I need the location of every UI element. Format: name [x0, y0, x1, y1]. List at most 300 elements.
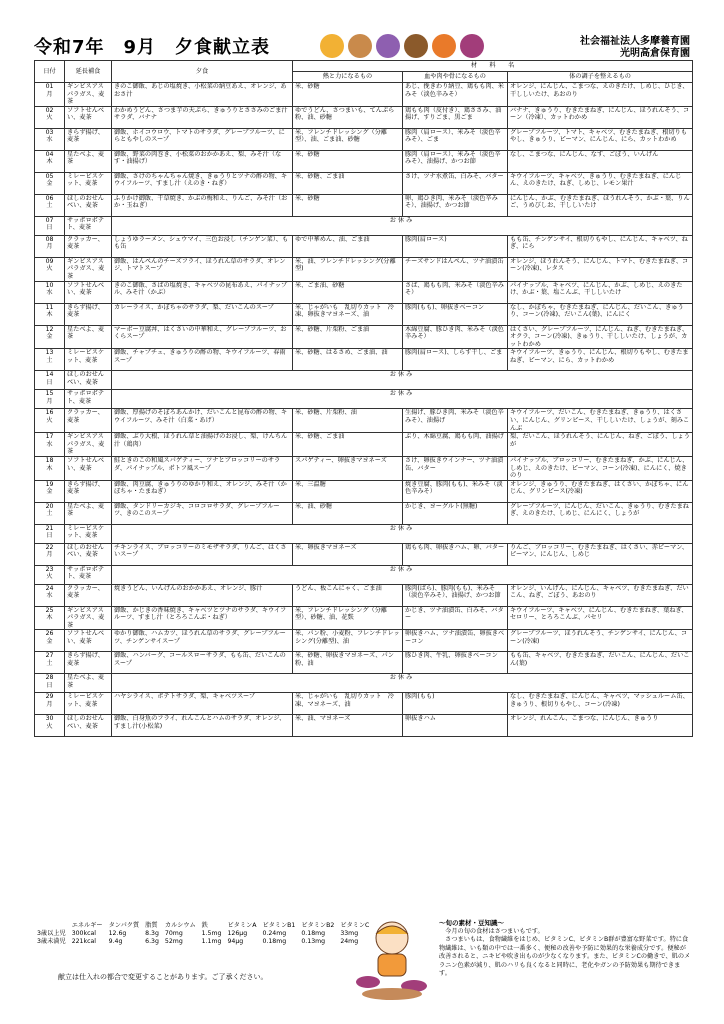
chestnut-icon	[404, 34, 428, 58]
weekday: 土	[46, 356, 53, 364]
mascot-lion-icon	[320, 34, 344, 58]
date-cell	[35, 150, 65, 172]
date-number: 28	[45, 674, 54, 682]
menu-row	[35, 524, 693, 543]
energy-ingredients-cell: 米、砂糖	[293, 83, 403, 107]
date-number: 25	[45, 606, 54, 614]
date-number: 04	[45, 150, 54, 158]
snack-cell: ギンビスアスパラガス、麦茶	[65, 433, 112, 457]
condition-ingredients-cell: なし、こまつな、にんじん、なす、ごぼう、いんげん	[508, 150, 693, 172]
date-cell	[35, 630, 65, 652]
condition-ingredients-cell: キウイフルーツ、キャベツ、にんじん、むきたまねぎ、葉ねぎ、セロリー、とろろこんぶ、パセリ	[508, 606, 693, 630]
nutrition-value: 6.3g	[145, 938, 159, 945]
date-cell	[35, 524, 65, 543]
menu-row	[35, 652, 693, 674]
dinner-menu-cell: ふりかけ御飯、干草焼き、かぶの梅和え、りんご、みそ汁（おか・玉ねぎ）	[112, 194, 293, 216]
snack-cell: 星たべよ、麦茶	[65, 674, 112, 693]
header-body: 血や肉や骨になるもの	[403, 72, 508, 83]
weekday: 日	[46, 378, 53, 386]
closed-label: お休み	[112, 565, 693, 584]
energy-ingredients-cell: ゆでうどん、さつまいも、てんぷら粉、油、砂糖	[293, 106, 403, 128]
body-ingredients-cell: 豚肉(もも)	[403, 693, 508, 715]
date-cell	[35, 584, 65, 606]
date-cell	[35, 371, 65, 390]
snack-cell: きらず揚げ、麦茶	[65, 480, 112, 502]
energy-ingredients-cell: 米、油、フレンチドレッシング(分離型)	[293, 257, 403, 281]
snack-cell: 星たべよ、麦茶	[65, 502, 112, 524]
body-ingredients-cell: ぶり、木綿豆腐、鶏もも肉、油揚げ	[403, 433, 508, 457]
menu-row	[35, 480, 693, 502]
nutrition-value: 1.5mg	[201, 930, 222, 937]
snack-cell: ほしのおせんべい、麦茶	[65, 715, 112, 737]
energy-ingredients-cell: 米、卵抜きマヨネーズ	[293, 543, 403, 565]
nutrition-row-label: 3歳未満児	[37, 938, 66, 945]
date-cell	[35, 325, 65, 349]
page-title: 令和7年 9月 夕食献立表	[34, 37, 271, 58]
weekday: 金	[46, 638, 53, 646]
organization-name	[580, 36, 690, 60]
condition-ingredients-cell: オレンジ、きゅうり、むきたまねぎ、はくさい、かぼちゃ、にんじん、グリンピース(冷凍)	[508, 480, 693, 502]
energy-ingredients-cell: うどん、板こんにゃく、ごま油	[293, 584, 403, 606]
date-cell	[35, 502, 65, 524]
date-cell	[35, 172, 65, 194]
nutrition-value: 126μg	[227, 930, 248, 937]
date-cell	[35, 349, 65, 371]
date-cell	[35, 390, 65, 409]
weekday: 月	[46, 397, 53, 405]
nutrition-header: 鉄	[201, 922, 208, 929]
menu-row	[35, 502, 693, 524]
date-number: 17	[45, 433, 54, 441]
condition-ingredients-cell: にんじん、かぶ、むきたまねぎ、ほうれんそう、かぶ・葉、りんご、うめびしお、干ししいたけ	[508, 194, 693, 216]
condition-ingredients-cell: パイナップル、キャベツ、にんじん、かぶ、しめじ、えのきたけ、かぶ・葉、塩こんぶ、干ししいたけ	[508, 281, 693, 303]
nutrition-header: ビタミンA	[227, 922, 257, 929]
body-ingredients-cell: さば、鶏もも肉、米みそ（淡色辛みそ）	[403, 281, 508, 303]
date-cell	[35, 128, 65, 150]
energy-ingredients-cell: 米、砂糖	[293, 194, 403, 216]
dinner-menu-cell: 御飯、チャプチェ、きゅうりの酢の物、キウイフルーツ、春雨スープ	[112, 349, 293, 371]
dinner-menu-cell: 御飯、ハンバーグ、コールスローサラダ、もも缶、だいこんのスープ	[112, 652, 293, 674]
nutrition-header: エネルギー	[71, 922, 103, 929]
snack-cell: 星たべよ、麦茶	[65, 325, 112, 349]
nutrition-header: カルシウム	[164, 922, 196, 929]
body-ingredients-cell: 豚肉(肩ロース)	[403, 235, 508, 257]
date-cell	[35, 652, 65, 674]
condition-ingredients-cell: りんご、ブロッコリー、むきたまねぎ、はくさい、赤ピーマン、ピーマン、にんじん、しめじ	[508, 543, 693, 565]
snack-cell: ソフトせんべい、麦茶	[65, 630, 112, 652]
menu-row	[35, 172, 693, 194]
body-ingredients-cell: 焼き豆腐、豚肉(もも)、米みそ（淡色辛みそ）	[403, 480, 508, 502]
header-date: 日付	[35, 61, 65, 83]
menu-row	[35, 216, 693, 235]
condition-ingredients-cell: キウイフルーツ、キャベツ、きゅうり、むきたまねぎ、にんじん、えのきたけ、ねぎ、しめじ、レモン果汁	[508, 172, 693, 194]
nutrition-value: 94μg	[227, 938, 244, 945]
date-number: 02	[45, 106, 54, 114]
condition-ingredients-cell: グレープフルーツ、にんじん、だいこん、きゅうり、むきたまねぎ、えのきたけ、しめじ、にんにく、しょうが	[508, 502, 693, 524]
nutrition-value: 1.1mg	[201, 938, 222, 945]
weekday: 月	[46, 243, 53, 251]
weekday: 金	[46, 488, 53, 496]
condition-ingredients-cell: なし、むきたまねぎ、にんじん、キャベツ、マッシュルーム缶、きゅうり、根切りもやし、コーン(冷凍)	[508, 693, 693, 715]
column-title: ～旬の素材・豆知識～	[439, 919, 504, 927]
menu-row	[35, 281, 693, 303]
date-cell	[35, 194, 65, 216]
snack-cell: 星たべよ、麦茶	[65, 150, 112, 172]
nutrition-value: 0.24mg	[262, 930, 287, 937]
weekday: 火	[46, 114, 53, 122]
snack-cell: クラッカー、麦茶	[65, 584, 112, 606]
nutrition-header: ビタミンC	[340, 922, 370, 929]
snack-cell: クラッカー、麦茶	[65, 409, 112, 433]
closed-label: お休み	[112, 371, 693, 390]
weekday: 水	[46, 136, 53, 144]
weekday: 月	[46, 551, 53, 559]
body-ingredients-cell: さけ、卵抜きウインナー、ツナ油漬缶、バター	[403, 456, 508, 480]
body-ingredients-cell: 卵抜きハム、ツナ油漬缶、卵抜きベーコン	[403, 630, 508, 652]
weekday: 土	[46, 202, 53, 210]
condition-ingredients-cell: グレープフルーツ、ほうれんそう、チンゲンサイ、にんじん、コーン(冷凍)	[508, 630, 693, 652]
dinner-menu-cell: わかめうどん、さつま芋の天ぷら、きゅうりとささみのごま汁サラダ、バナナ	[112, 106, 293, 128]
header-snack: 延長補食	[65, 61, 112, 83]
menu-row	[35, 128, 693, 150]
date-number: 22	[45, 543, 54, 551]
condition-ingredients-cell: オレンジ、ほうれんそう、にんじん、トマト、むきたまねぎ、コーン(冷凍)、レタス	[508, 257, 693, 281]
dinner-menu-cell: 焼きうどん、いんげんのおかかあえ、オレンジ、豚汁	[112, 584, 293, 606]
persimmon-icon	[432, 34, 456, 58]
date-cell	[35, 606, 65, 630]
body-ingredients-cell: 豚肉（肩ロース）、米みそ（淡色辛みそ）、油揚げ、かつお節	[403, 150, 508, 172]
header-condition: 体の調子を整えるもの	[508, 72, 693, 83]
menu-row	[35, 674, 693, 693]
energy-ingredients-cell: ゆで中華めん、油、ごま油	[293, 235, 403, 257]
snack-cell: ソフトせんべい、麦茶	[65, 281, 112, 303]
nutrition-header: ビタミンB2	[301, 922, 335, 929]
weekday: 火	[46, 416, 53, 424]
energy-ingredients-cell: 米、砂糖、ごま油	[293, 433, 403, 457]
menu-row	[35, 257, 693, 281]
dinner-menu-cell: マーボー豆腐丼、はくさいの中華和え、グレープフルーツ、おくらスープ	[112, 325, 293, 349]
body-ingredients-cell: かじき、ツナ油漬缶、白みそ、バター	[403, 606, 508, 630]
snack-cell: きらず揚げ、麦茶	[65, 128, 112, 150]
nutrition-header: タンパク質	[108, 922, 140, 929]
date-number: 27	[45, 652, 54, 660]
nutrition-value: 70mg	[164, 930, 183, 937]
menu-row	[35, 565, 693, 584]
dinner-menu-cell: 御飯、かじきの香味焼き、キャベツとツナのサラダ、キウイフルーツ、すまし汁（とろろこんぶ・ねぎ）	[112, 606, 293, 630]
dinner-menu-cell: きのこ御飯、あじの塩焼き、小松菜の納豆あえ、オレンジ、あおさ汁	[112, 83, 293, 107]
snack-cell: ソフトせんべい、麦茶	[65, 106, 112, 128]
energy-ingredients-cell: 米、ごま油、砂糖	[293, 281, 403, 303]
body-ingredients-cell: さけ、ツナ水煮缶、白みそ、バター	[403, 172, 508, 194]
menu-row	[35, 584, 693, 606]
condition-ingredients-cell: もも缶、キャベツ、むきたまねぎ、だいこん、にんじん、だいこん(葉)	[508, 652, 693, 674]
body-ingredients-cell: 生揚げ、豚ひき肉、米みそ（淡色辛みそ）、油揚げ	[403, 409, 508, 433]
dinner-menu-cell: 御飯、肉豆腐、きゅうりのゆかり和え、オレンジ、みそ汁（かぼちゃ・たまねぎ）	[112, 480, 293, 502]
nutrition-body	[34, 930, 372, 946]
energy-ingredients-cell: 米、砂糖、片栗粉、油	[293, 409, 403, 433]
body-ingredients-cell: 卵抜きハム	[403, 715, 508, 737]
weekday: 日	[46, 224, 53, 232]
snack-cell: ミレービスケット、麦茶	[65, 349, 112, 371]
date-cell	[35, 106, 65, 128]
energy-ingredients-cell: 米、パン粉、小麦粉、フレンチドレッシング(分離型)、油	[293, 630, 403, 652]
date-number: 24	[45, 584, 54, 592]
date-number: 08	[45, 235, 54, 243]
weekday: 水	[46, 440, 53, 448]
date-number: 15	[45, 390, 54, 398]
date-cell	[35, 543, 65, 565]
weekday: 水	[46, 592, 53, 600]
nutrition-value: 300kcal	[71, 930, 96, 937]
header-energy: 熱と力になるもの	[293, 72, 403, 83]
snack-cell: ミレービスケット、麦茶	[65, 693, 112, 715]
dinner-menu-cell: ハヤシライス、ポテトサラダ、梨、キャベツスープ	[112, 693, 293, 715]
menu-row	[35, 630, 693, 652]
weekday: 水	[46, 289, 53, 297]
weekday: 木	[46, 311, 53, 319]
menu-row	[35, 106, 693, 128]
dinner-menu-cell: 御飯、はんぺんのチーズフライ、ほうれん草のサラダ、オレンジ、トマトスープ	[112, 257, 293, 281]
condition-ingredients-cell: バナナ、きゅうり、むきたまねぎ、にんじん、ほうれんそう、コーン（冷凍）、カットわかめ	[508, 106, 693, 128]
date-cell	[35, 83, 65, 107]
snack-cell: サッポロポテト、麦茶	[65, 565, 112, 584]
weekday: 木	[46, 464, 53, 472]
snack-cell: ミレービスケット、麦茶	[65, 172, 112, 194]
energy-ingredients-cell: 米、じゃがいも 乱切りカット 冷凍、卵抜きマヨネーズ、油	[293, 303, 403, 325]
weekday: 月	[46, 90, 53, 98]
date-number: 14	[45, 371, 54, 379]
body-ingredients-cell: かじき、ヨーグルト(無糖)	[403, 502, 508, 524]
date-number: 13	[45, 349, 54, 357]
date-cell	[35, 480, 65, 502]
condition-ingredients-cell: キウイフルーツ、きゅうり、にんじん、根切りもやし、むきたまねぎ、ピーマン、にら、カットわかめ	[508, 349, 693, 371]
nutrition-row	[34, 930, 372, 938]
closed-label: お休み	[112, 524, 693, 543]
dinner-menu-cell: しょうゆラーメン、シュウマイ、三色お浸し（チンゲン菜）、もも缶	[112, 235, 293, 257]
menu-row	[35, 606, 693, 630]
weekday: 日	[46, 532, 53, 540]
nutrition-table	[34, 922, 372, 946]
menu-row	[35, 150, 693, 172]
menu-row	[35, 371, 693, 390]
menu-row	[35, 194, 693, 216]
closed-label: お休み	[112, 216, 693, 235]
condition-ingredients-cell: もも缶、チンゲンサイ、根切りもやし、にんじん、キャベツ、ねぎ、にら	[508, 235, 693, 257]
nutrition-value: 33mg	[340, 930, 359, 937]
body-ingredients-cell: 豚肉(肩ロース)、しらす干し、ごま	[403, 349, 508, 371]
condition-ingredients-cell: 梨、だいこん、ほうれんそう、にんじん、ねぎ、ごぼう、しょうが	[508, 433, 693, 457]
date-number: 01	[45, 83, 54, 90]
nutrition-value: 12.6g	[108, 930, 127, 937]
dinner-menu-cell: 御飯、ホイコウロウ、トマトのサラダ、グレープフルーツ、にらともやしのスープ	[112, 128, 293, 150]
weekday: 金	[46, 333, 53, 341]
snack-cell: サッポロポテト、麦茶	[65, 216, 112, 235]
date-cell	[35, 257, 65, 281]
date-number: 29	[45, 693, 54, 701]
menu-row	[35, 83, 693, 107]
date-number: 12	[45, 325, 54, 333]
menu-row	[35, 303, 693, 325]
menu-row	[35, 433, 693, 457]
org-line-1: 社会福祉法人多摩養育園	[580, 36, 690, 47]
dinner-menu-cell: 御飯、さけのちゃんちゃん焼き、きゅうりとツナの酢の物、キウイフルーツ、すまし汁（えのき・ねぎ）	[112, 172, 293, 194]
energy-ingredients-cell: 米、砂糖、ごま油	[293, 172, 403, 194]
energy-ingredients-cell: 米、じゃがいも 乱切りカット 冷凍、マヨネーズ、油	[293, 693, 403, 715]
condition-ingredients-cell: パイナップル、ブロッコリー、むきたまねぎ、かぶ、にんじん、しめじ、えのきたけ、ピーマン、コーン(冷凍)、にんにく、焼きのり	[508, 456, 693, 480]
weekday: 土	[46, 660, 53, 668]
body-ingredients-cell: あじ、挽きわり納豆、鶏もも肉、米みそ（淡色辛みそ）	[403, 83, 508, 107]
snack-cell: クラッカー、麦茶	[65, 235, 112, 257]
child-with-sweet-potato-illustration	[352, 916, 434, 1002]
mascot-decoration	[320, 34, 484, 58]
date-number: 21	[45, 524, 54, 532]
energy-ingredients-cell: 米、砂糖、卵抜きマヨネーズ、パン粉、油	[293, 652, 403, 674]
grapes-icon	[376, 34, 400, 58]
energy-ingredients-cell: 米、砂糖、はるさめ、ごま油、油	[293, 349, 403, 371]
energy-ingredients-cell: 米、砂糖	[293, 150, 403, 172]
header-ingredients: 材 料 名	[293, 61, 693, 72]
header-dinner: 夕食	[112, 61, 293, 83]
dinner-menu-cell: ゆかり御飯、ハムカツ、ほうれん草のサラダ、グレープフルーツ、チンゲンサイスープ	[112, 630, 293, 652]
weekday: 木	[46, 614, 53, 622]
body-ingredients-cell: 木綿豆腐、豚ひき肉、米みそ（淡色辛みそ）	[403, 325, 508, 349]
nutrition-corner	[34, 922, 69, 930]
dinner-menu-cell: 鮭ときのこの和風スパゲティー、ツナとブロッコリーのサラダ、パイナップル、ポトフ風スープ	[112, 456, 293, 480]
date-number: 10	[45, 281, 54, 289]
dinner-menu-cell: 御飯、白身魚のフライ、れんこんとハムのサラダ、オレンジ、すまし汁(小松菜)	[112, 715, 293, 737]
snack-cell: きらず揚げ、麦茶	[65, 652, 112, 674]
date-number: 19	[45, 480, 54, 488]
date-cell	[35, 456, 65, 480]
weekday: 火	[46, 573, 53, 581]
nutrition-header: ビタミンB1	[262, 922, 296, 929]
weekday: 火	[46, 265, 53, 273]
date-number: 20	[45, 502, 54, 510]
energy-ingredients-cell: 米、砂糖、片栗粉、ごま油	[293, 325, 403, 349]
nutrition-row-label: 3歳以上児	[37, 930, 66, 937]
snack-cell: きらず揚げ、麦茶	[65, 303, 112, 325]
dinner-menu-cell: 御飯、厚揚げのそぼろあんかけ、だいこんと昆布の酢の物、キウイフルーツ、みそ汁（白菜・あげ）	[112, 409, 293, 433]
dinner-menu-cell: 御飯、ぶり大根、ほうれん草と油揚げのお浸し、梨、けんちん汁（鶏肉）	[112, 433, 293, 457]
nutrition-value: 8.3g	[145, 930, 159, 937]
body-ingredients-cell: 鶏もも肉（皮付き）、鶏ささみ、油揚げ、すりごま、黒ごま	[403, 106, 508, 128]
energy-ingredients-cell: 米、油、砂糖	[293, 502, 403, 524]
nutrition-header-row	[34, 922, 372, 930]
date-number: 09	[45, 257, 54, 265]
snack-cell: ミレービスケット、麦茶	[65, 524, 112, 543]
date-cell	[35, 216, 65, 235]
energy-ingredients-cell: 米、三温糖	[293, 480, 403, 502]
condition-ingredients-cell: オレンジ、れんこん、こまつな、にんじん、きゅうり	[508, 715, 693, 737]
dinner-menu-cell: チキンライス、ブロッコリーのミモザサラダ、りんご、はくさいスープ	[112, 543, 293, 565]
body-ingredients-cell: 豚肉（肩ロース）、米みそ（淡色辛みそ）、ごま	[403, 128, 508, 150]
weekday: 日	[46, 682, 53, 690]
nutrition-value: 0.18mg	[262, 938, 287, 945]
menu-row	[35, 390, 693, 409]
nutrition-value: 9.4g	[108, 938, 123, 945]
change-notice: 献立は仕入れの都合で変更することがあります。ご了承ください。	[58, 973, 268, 981]
date-number: 18	[45, 456, 54, 464]
nutrition-value: 0.18mg	[301, 930, 326, 937]
weekday: 土	[46, 510, 53, 518]
menu-row	[35, 409, 693, 433]
closed-label: お休み	[112, 390, 693, 409]
condition-ingredients-cell: キウイフルーツ、だいこん、むきたまねぎ、きゅうり、はくさい、にんじん、グリンピース、干ししいたけ、しょうが、刻みこんぶ	[508, 409, 693, 433]
weekday: 月	[46, 701, 53, 709]
body-ingredients-cell: 鶏もも肉、卵抜きハム、卵、バター	[403, 543, 508, 565]
body-ingredients-cell: 豚肉(ばら)、豚肉(もも)、米みそ（淡色辛みそ）、油揚げ、かつお節	[403, 584, 508, 606]
menu-body	[35, 83, 693, 737]
snack-cell: ほしのおせんべい、麦茶	[65, 371, 112, 390]
nutrition-value: 0.13mg	[301, 938, 326, 945]
dinner-menu-cell: きのこ御飯、さばの塩焼き、キャベツの昆布あえ、パイナップル、みそ汁（かぶ）	[112, 281, 293, 303]
date-number: 26	[45, 630, 54, 638]
date-cell	[35, 565, 65, 584]
date-cell	[35, 409, 65, 433]
menu-row	[35, 715, 693, 737]
condition-ingredients-cell: なし、かぼちゃ、むきたまねぎ、にんじん、だいこん、きゅうり、コーン(冷凍)、だいこん(葉)、にんにく	[508, 303, 693, 325]
nutrition-value: 52mg	[164, 938, 183, 945]
nutrition-value: 24mg	[340, 938, 359, 945]
weekday: 木	[46, 158, 53, 166]
energy-ingredients-cell: スパゲティー、卵抜きマヨネーズ	[293, 456, 403, 480]
bottom-section	[34, 916, 692, 1016]
date-number: 30	[45, 715, 54, 723]
sweet-potato-icon	[460, 34, 484, 58]
snack-cell: ソフトせんべい、麦茶	[65, 456, 112, 480]
date-cell	[35, 433, 65, 457]
date-cell	[35, 715, 65, 737]
snack-cell: ほしのおせんべい、麦茶	[65, 543, 112, 565]
snack-cell: ほしのおせんべい、麦茶	[65, 194, 112, 216]
body-ingredients-cell: 卵、鶏ひき肉、米みそ（淡色辛みそ）、油揚げ、かつお節	[403, 194, 508, 216]
date-number: 07	[45, 216, 54, 224]
date-number: 11	[45, 303, 54, 311]
body-ingredients-cell: 豚肉(もも)、卵抜きベーコン	[403, 303, 508, 325]
date-cell	[35, 303, 65, 325]
date-cell	[35, 693, 65, 715]
energy-ingredients-cell: 米、油、マヨネーズ	[293, 715, 403, 737]
date-number: 05	[45, 172, 54, 180]
nutrition-header: 脂質	[145, 922, 158, 929]
org-line-2: 光明高倉保育園	[620, 48, 690, 59]
condition-ingredients-cell: グレープフルーツ、トマト、キャベツ、むきたまねぎ、根切りもやし、きゅうり、ピーマン、にんじん、にら、カットわかめ	[508, 128, 693, 150]
menu-row	[35, 349, 693, 371]
menu-row	[35, 693, 693, 715]
snack-cell: ギンビスアスパラガス、麦茶	[65, 606, 112, 630]
column-body: 今月の旬の食材はさつまいもです。 さつまいもは、食物繊維をはじめ、ビタミンC、ビタミンB群が豊富な野菜です。特に食物繊維は、いも類の中では一番多く、便秘の改善や予防に効果的な栄養成分です。便秘が改善されると、ニキビや吹き出ものが少なくなります。また、ビタミンCの働きで、肌のメラニン色素が減り、肌のハリも良くなると同時に、老化やガンの予防効果も期待できます。	[439, 928, 691, 978]
menu-row	[35, 325, 693, 349]
nutrition-value: 221kcal	[71, 938, 96, 945]
date-cell	[35, 235, 65, 257]
snack-cell: ギンビスアスパラガス、麦茶	[65, 83, 112, 107]
date-number: 23	[45, 565, 54, 573]
dinner-menu-cell: 御飯、野菜の肉巻き、小松菜のおかかあえ、梨、みそ汁（なす・油揚げ）	[112, 150, 293, 172]
date-number: 16	[45, 409, 54, 417]
energy-ingredients-cell: 米、フレンチドレッシング（分離型）、砂糖、油、花麩	[293, 606, 403, 630]
date-cell	[35, 674, 65, 693]
snack-cell: サッポロポテト、麦茶	[65, 390, 112, 409]
date-cell	[35, 281, 65, 303]
menu-row	[35, 235, 693, 257]
weekday: 火	[46, 723, 53, 731]
condition-ingredients-cell: はくさい、グレープフルーツ、にんじん、ねぎ、むきたまねぎ、オクラ、コーン(冷凍)、きゅうり、干ししいたけ、しょうが、カットわかめ	[508, 325, 693, 349]
date-number: 03	[45, 128, 54, 136]
dinner-menu-cell: 御飯、タンドリーカジキ、コロコロサラダ、グレープフルーツ、きのこのスープ	[112, 502, 293, 524]
menu-row	[35, 456, 693, 480]
energy-ingredients-cell: 米、フレンチドレッシング（分離型）、油、ごま油、砂糖	[293, 128, 403, 150]
weekday: 金	[46, 180, 53, 188]
